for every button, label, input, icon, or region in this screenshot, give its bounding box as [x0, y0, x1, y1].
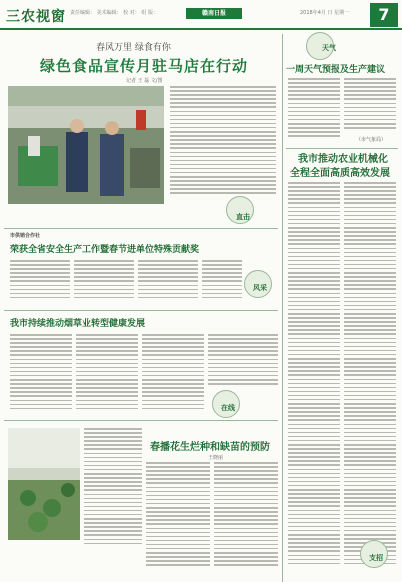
lead-byline: 记者 王 磊 文/图 [126, 78, 163, 84]
story-two-tag: 风采 [253, 283, 267, 292]
ag-headline-line2: 全程全面高质高效发展 [290, 168, 390, 179]
story-three-body-col2 [76, 334, 138, 414]
story-four-body-col1 [84, 428, 142, 548]
ag-body-col2 [344, 182, 396, 572]
story-four-byline: 王晓丽 [208, 455, 224, 461]
weather-tag: 天气 [322, 43, 336, 52]
section-divider [4, 420, 278, 421]
lead-photo [8, 86, 164, 204]
newspaper-logo: 赣南日报 [186, 8, 242, 19]
story-two-body-col1 [10, 260, 70, 304]
section-divider [4, 310, 278, 311]
weather-body-col2 [344, 78, 396, 134]
weather-body-col1 [288, 78, 340, 142]
story-two-body-col2 [74, 260, 134, 304]
story-four-photo [8, 428, 80, 540]
lead-photo-tag: 直击 [236, 212, 250, 221]
lead-headline: 绿色食品宣传月驻马店在行动 [40, 57, 249, 75]
story-four-tag: 支招 [369, 553, 383, 562]
story-three-body-col3 [142, 334, 204, 414]
story-four-body-col2 [146, 462, 210, 572]
story-three-headline: 我市持续推动烟草业转型健康发展 [10, 319, 146, 329]
story-three-body-col4 [208, 334, 278, 390]
weather-source: （市气象局） [356, 137, 387, 143]
editor-credits: 责任编辑： 美术编辑： 校 对： 组 版： [70, 10, 158, 16]
story-two-kicker: 市供销合作社 [10, 233, 41, 239]
story-three-body-col1 [10, 334, 72, 414]
weather-headline: 一周天气预报及生产建议 [286, 65, 386, 75]
story-two-headline: 荣获全省安全生产工作暨春节进单位特殊贡献奖 [10, 245, 200, 255]
story-two-body-col4 [202, 260, 242, 304]
story-three-tag: 在线 [221, 403, 235, 412]
issue-date: 2018年4月 日 星期一 [300, 10, 350, 16]
page-number: 7 [370, 3, 398, 27]
lead-subhead: 春风万里 绿食有你 [96, 43, 171, 53]
story-four-body-col3 [214, 462, 278, 572]
right-divider [286, 148, 398, 149]
ag-body-col1 [288, 182, 340, 572]
section-title: 三农视窗 [6, 9, 66, 25]
section-divider [4, 228, 278, 229]
lead-body-text [170, 86, 276, 198]
masthead [0, 0, 402, 30]
ag-headline-line1: 我市推动农业机械化 [298, 154, 388, 165]
column-divider [282, 34, 283, 582]
story-two-body-col3 [138, 260, 198, 304]
story-four-headline: 春播花生烂种和缺苗的预防 [150, 442, 270, 453]
